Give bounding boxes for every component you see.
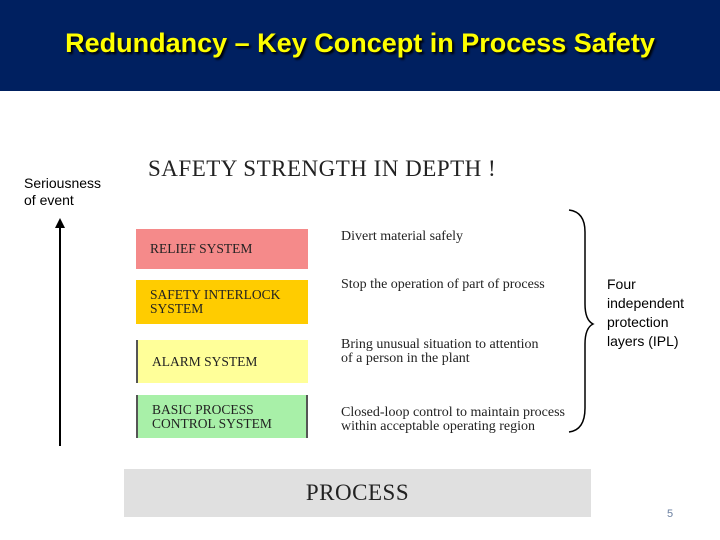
description-line-1: Closed-loop control to maintain process (341, 405, 565, 420)
diagram-heading: SAFETY STRENGTH IN DEPTH ! (148, 156, 497, 181)
axis-label (24, 175, 101, 209)
layer-description-bpcs (341, 406, 565, 434)
layer-description-relief (341, 230, 463, 244)
layer-description-interlock (341, 278, 545, 292)
axis-label-line-1: Seriousness (24, 175, 102, 191)
seriousness-arrow (52, 218, 68, 448)
layer-basic-process-control-system (136, 395, 308, 438)
description-line-2: of a person in the plant (341, 351, 470, 366)
ipl-label-line-1: Four (607, 276, 636, 292)
title-bar (0, 0, 720, 91)
description-line-2: within acceptable operating region (341, 419, 535, 434)
description-line-1: Bring unusual situation to attention (341, 337, 539, 352)
axis-label-line-2: of event (24, 192, 74, 208)
description-line-1: Stop the operation of part of process (341, 277, 545, 292)
process-box: PROCESS (124, 469, 591, 517)
layer-label-line-1: SAFETY INTERLOCK (150, 287, 281, 302)
layer-description-alarm (341, 338, 539, 366)
layer-label-line-2: CONTROL SYSTEM (152, 415, 272, 431)
ipl-label-line-2: independent (607, 295, 685, 311)
ipl-label (607, 275, 684, 351)
layer-label: RELIEF SYSTEM (150, 241, 253, 256)
layer-alarm-system (136, 340, 308, 383)
slide-title: Redundancy – Key Concept in Process Safety (65, 28, 655, 58)
ipl-label-line-4: layers (IPL) (607, 333, 679, 349)
layer-safety-interlock-system (136, 280, 308, 324)
layer-relief-system (136, 229, 308, 269)
layer-label-line-2: SYSTEM (150, 301, 204, 316)
ipl-label-line-3: protection (607, 314, 669, 330)
description-line-1: Divert material safely (341, 229, 464, 244)
ipl-brace (565, 208, 595, 434)
page-number: 5 (667, 508, 674, 520)
layer-label: ALARM SYSTEM (152, 353, 258, 369)
layer-label-line-1: BASIC PROCESS (152, 401, 254, 417)
